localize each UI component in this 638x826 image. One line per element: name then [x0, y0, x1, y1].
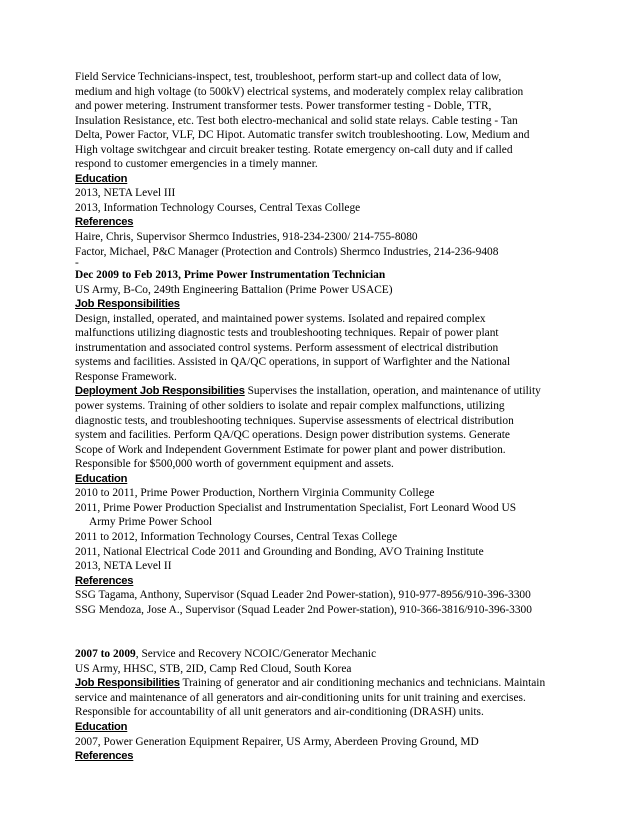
- section-spacer: [75, 632, 565, 647]
- text-line: Insulation Resistance, etc. Test both electro-mechanical and solid state relays. Cable testing - Tan: [75, 114, 518, 127]
- reference-item: Factor, Michael, P&C Manager (Protection and Controls) Shermco Industries, 214-236-9408: [75, 245, 499, 258]
- references-heading: References: [75, 574, 134, 587]
- text-line: Response Framework.: [75, 370, 177, 383]
- text-line: systems and facilities. Assisted in QA/QC operations, in support of Warfighter and the National: [75, 356, 511, 369]
- job-title: Dec 2009 to Feb 2013, Prime Power Instrumentation Technician: [75, 269, 386, 282]
- references-heading: References: [75, 216, 134, 229]
- text-line: respond to customer emergencies in a timely manner.: [75, 158, 318, 171]
- job-title-line: [75, 647, 565, 662]
- text-line: Delta, Power Factor, VLF, DC Hipot. Automatic transfer switch troubleshooting. Low, Medium and: [75, 129, 530, 142]
- text-span: Supervises the installation, operation, and maintenance of utility: [244, 385, 541, 398]
- job-organization: US Army, B-Co, 249th Engineering Battalion (Prime Power USACE): [75, 283, 393, 296]
- section-spacer: [75, 617, 565, 632]
- education-heading: Education: [75, 172, 128, 185]
- education-item: 2007, Power Generation Equipment Repairer, US Army, Aberdeen Proving Ground, MD: [75, 735, 479, 748]
- education-heading: Education: [75, 720, 128, 733]
- education-item: 2013, NETA Level II: [75, 560, 172, 573]
- text-line: Scope of Work and Independent Government Estimate for power plant and power distribution.: [75, 443, 506, 456]
- text-line: Responsible for $500,000 worth of government equipment and assets.: [75, 458, 394, 471]
- education-item: 2011 to 2012, Information Technology Courses, Central Texas College: [75, 530, 398, 543]
- education-item: 2013, NETA Level III: [75, 187, 176, 200]
- text-span: Training of generator and air conditioning mechanics and technicians. Maintain: [179, 677, 546, 690]
- text-line: Design, installed, operated, and maintained power systems. Isolated and repaired complex: [75, 312, 486, 325]
- education-item: 2010 to 2011, Prime Power Production, Northern Virginia Community College: [75, 487, 435, 500]
- job-responsibilities-heading: Job Responsibilities: [75, 298, 180, 311]
- text-line: High voltage switchgear and circuit breaker testing. Rotate emergency on-call duty and if called: [75, 143, 513, 156]
- deployment-heading: Deployment Job Responsibilities: [75, 385, 245, 398]
- education-heading: Education: [75, 472, 128, 485]
- education-item-continued: Army Prime Power School: [89, 516, 213, 529]
- text-line: Responsible for accountability of all unit generators and air-conditioning (DRASH) units.: [75, 706, 484, 719]
- text-line: service and maintenance of all generators and air-conditioning units for unit training and exercises.: [75, 691, 526, 704]
- education-item: 2013, Information Technology Courses, Central Texas College: [75, 201, 361, 214]
- text-line: system and facilities. Perform QA/QC operations. Design power distribution systems. Generate: [75, 429, 510, 442]
- stray-mark: -: [75, 257, 79, 270]
- reference-item: SSG Tagama, Anthony, Supervisor (Squad Leader 2nd Power-station), 910-977-8956/910-396-3300: [75, 589, 531, 602]
- text-line: diagnostic tests, and troubleshooting techniques. Supervise assessments of electrical distribution: [75, 414, 514, 427]
- reference-item: SSG Mendoza, Jose A., Supervisor (Squad Leader 2nd Power-station), 910-366-3816/910-396-3300: [75, 603, 532, 616]
- resume-page: [75, 70, 565, 764]
- job-organization: US Army, HHSC, STB, 2ID, Camp Red Cloud, South Korea: [75, 662, 352, 675]
- references-heading: References: [75, 750, 134, 763]
- job-responsibilities-heading: Job Responsibilities: [75, 677, 180, 690]
- text-line: Field Service Technicians-inspect, test, troubleshoot, perform start-up and collect data of low,: [75, 71, 502, 83]
- job-years: 2007 to 2009: [75, 648, 136, 661]
- text-line: medium and high voltage (to 500kV) electrical systems, and moderately complex relay calibration: [75, 85, 524, 98]
- education-item: 2011, National Electrical Code 2011 and Grounding and Bonding, AVO Training Institute: [75, 545, 484, 558]
- text-line: and power metering. Instrument transformer tests. Power transformer testing - Doble, TTR,: [75, 100, 492, 113]
- deployment-first-line: [75, 384, 565, 399]
- text-line: power systems. Training of other soldiers to isolate and repair complex malfunctions, utilizing: [75, 400, 505, 413]
- intro-paragraph: [75, 70, 565, 172]
- text-line: instrumentation and associated control systems. Perform assessment of electrical distribution: [75, 341, 499, 354]
- text-line: malfunctions utilizing diagnostic tests and troubleshooting techniques. Repair of power plant: [75, 327, 499, 340]
- job-responsibilities-first-line: [75, 676, 565, 691]
- reference-item: Haire, Chris, Supervisor Shermco Industries, 918-234-2300/ 214-755-8080: [75, 231, 418, 244]
- job-title: , Service and Recovery NCOIC/Generator Mechanic: [135, 648, 377, 661]
- education-item: 2011, Prime Power Production Specialist and Instrumentation Specialist, Fort Leonard Wood US: [75, 501, 517, 514]
